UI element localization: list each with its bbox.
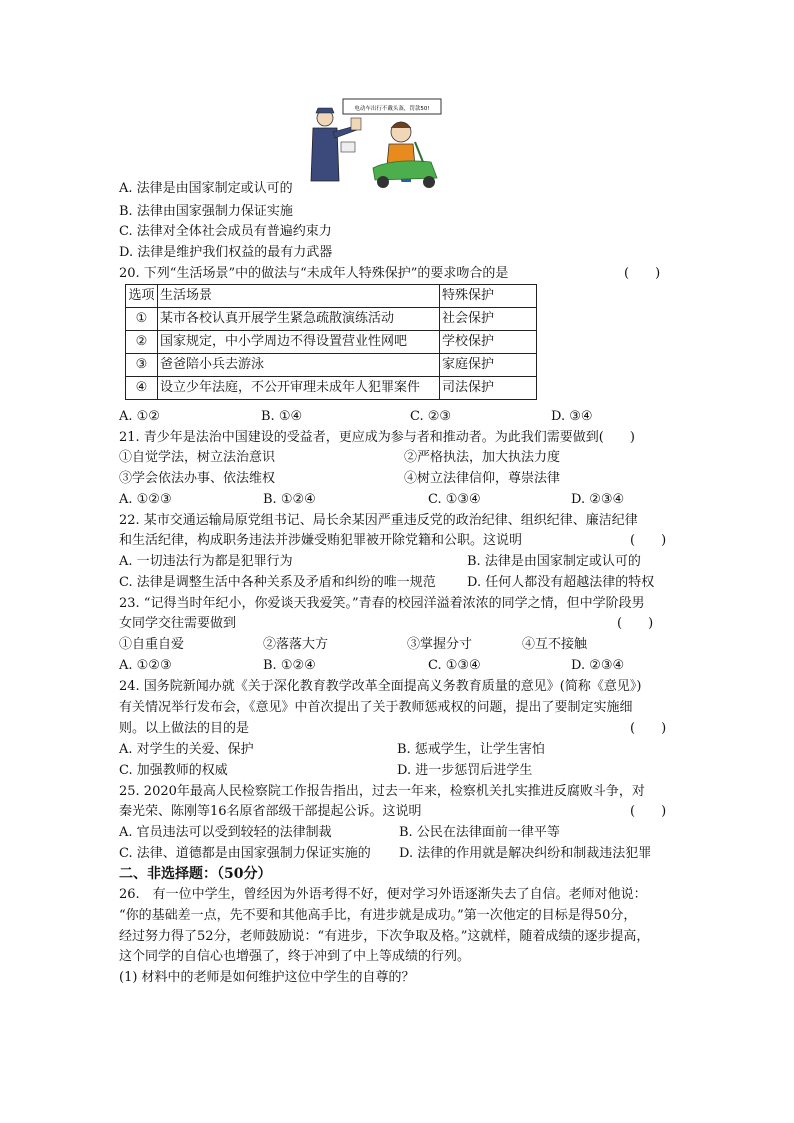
table-cell: 家庭保护	[440, 354, 537, 377]
q19-option-d: D. 法律是维护我们权益的最有力武器	[119, 245, 333, 260]
q20-answer-paren: ( )	[624, 266, 661, 281]
q24-option-c: C. 加强教师的权威	[119, 763, 228, 778]
q21-item-4: ④树立法律信仰，尊崇法律	[404, 471, 561, 486]
q21-item-2: ②严格执法，加大执法力度	[404, 450, 561, 465]
q23-item-2: ②落落大方	[263, 637, 329, 652]
table-cell: ④	[126, 377, 158, 400]
q25-option-a: A. 官员违法可以受到较轻的法律制裁	[119, 825, 332, 840]
q19-option-c: C. 法律对全体社会成员有普遍约束力	[119, 224, 332, 239]
q22-option-b: B. 法律是由国家制定或认可的	[467, 554, 641, 569]
table-cell: 设立少年法庭，不公开审理未成年人犯罪案件	[158, 377, 440, 400]
q26-line4: 这个同学的自信心也增强了，终于冲到了中上等成绩的行列。	[119, 949, 471, 964]
q20-option-c: C. ②③	[410, 409, 452, 424]
q22-option-c: C. 法律是调整生活中各种关系及矛盾和纠纷的唯一规范	[119, 575, 436, 590]
q21-option-a: A. ①②③	[119, 492, 172, 507]
q23-option-d: D. ②③④	[571, 658, 625, 673]
q20-table	[125, 284, 537, 400]
q23-item-1: ①自重自爱	[119, 637, 185, 652]
q23-option-a: A. ①②③	[119, 658, 172, 673]
q25-stem-line1: 25. 2020年最高人民检察院工作报告指出，过去一年来，检察机关扎实推进反腐败斗争，对	[119, 784, 645, 799]
q21-option-b: B. ①②④	[263, 492, 316, 507]
q25-option-b: B. 公民在法律面前一律平等	[399, 825, 560, 840]
table-cell: 社会保护	[440, 308, 537, 331]
q24-answer-paren: ( )	[630, 721, 667, 736]
police-scooter-illustration	[303, 96, 445, 190]
q23-option-b: B. ①②④	[263, 658, 316, 673]
q24-option-b: B. 惩戒学生，让学生害怕	[397, 742, 545, 757]
q26-line1: 26. 有一位中学生，曾经因为外语考得不好，便对学习外语逐渐失去了自信。老师对他说：	[119, 887, 647, 902]
q24-stem-line3: 则。以上做法的目的是	[119, 721, 250, 736]
q25-option-c: C. 法律、道德都是由国家强制力保证实施的	[119, 846, 371, 861]
table-cell: 学校保护	[440, 331, 537, 354]
q23-stem-line1: 23. “记得当时年纪小，你爱谈天我爱笑。”青春的校园洋溢着浓浓的同学之情，但中学阶段男	[119, 596, 645, 611]
table-row	[126, 354, 537, 377]
table-cell: 国家规定，中小学周边不得设置营业性网吧	[158, 331, 440, 354]
table-header-cell: 生活场景	[158, 285, 440, 308]
q22-stem-line2: 和生活纪律，构成职务违法并涉嫌受贿犯罪被开除党籍和公职。这说明	[119, 533, 523, 548]
table-cell: 司法保护	[440, 377, 537, 400]
q22-option-a: A. 一切违法行为都是犯罪行为	[119, 554, 293, 569]
table-cell: ①	[126, 308, 158, 331]
q25-answer-paren: ( )	[630, 804, 667, 819]
table-header-row	[126, 285, 537, 308]
q22-answer-paren: ( )	[630, 533, 667, 548]
q26-line2: “你的基础差一点，先不要和其他高手比，有进步就是成功。”第一次他定的目标是得50分，	[119, 908, 637, 923]
table-header-cell: 选项	[126, 285, 158, 308]
q22-stem-line1: 22. 某市交通运输局原党组书记、局长余某因严重违反党的政治纪律、组织纪律、廉洁纪律	[119, 513, 638, 528]
q19-option-a: A. 法律是由国家制定或认可的	[119, 181, 293, 196]
table-row	[126, 377, 537, 400]
q21-item-3: ③学会依法办事、依法维权	[119, 471, 276, 486]
q25-option-d: D. 法律的作用就是解决纠纷和制裁违法犯罪	[399, 846, 652, 861]
q26-line3: 经过努力得了52分，老师鼓励说：“有进步，下次争取及格。”这就样，随着成绩的逐步提高，	[119, 929, 650, 944]
q21-item-1: ①自觉学法，树立法治意识	[119, 450, 276, 465]
table-cell: ③	[126, 354, 158, 377]
q20-option-d: D. ③④	[551, 409, 593, 424]
section-heading: 二、非选择题：（50分）	[119, 866, 272, 882]
q24-stem-line2: 有关情况举行发布会，《意见》中首次提出了关于教师惩戒权的问题，提出了要制定实施细	[119, 700, 633, 715]
speech-bubble-text: 电动车出行不戴头盔，罚款50!	[354, 106, 430, 112]
q25-stem-line2: 秦光荣、陈刚等16名原省部级干部提起公诉。这说明	[119, 804, 422, 819]
q24-option-a: A. 对学生的关爱、保护	[119, 742, 254, 757]
table-header-cell: 特殊保护	[440, 285, 537, 308]
q21-stem: 21. 青少年是法治中国建设的受益者，更应成为参与者和推动者。为此我们需要做到( )	[119, 430, 635, 445]
q24-option-d: D. 进一步惩罚后进学生	[397, 763, 533, 778]
q23-item-3: ③掌握分寸	[407, 637, 473, 652]
q23-item-4: ④互不接触	[522, 637, 588, 652]
q22-option-d: D. 任何人都没有超越法律的特权	[467, 575, 655, 590]
q23-option-c: C. ①③④	[428, 658, 481, 673]
q23-stem-line2: 女同学交往需要做到	[119, 616, 237, 631]
table-cell: 某市各校认真开展学生紧急疏散演练活动	[158, 308, 440, 331]
q21-option-d: D. ②③④	[571, 492, 625, 507]
table-row	[126, 331, 537, 354]
table-cell: 爸爸陪小兵去游泳	[158, 354, 440, 377]
q26-sub-question-1: (1) 材料中的老师是如何维护这位中学生的自尊的？	[119, 970, 415, 985]
q21-option-c: C. ①③④	[428, 492, 481, 507]
q23-answer-paren: ( )	[617, 616, 654, 631]
q20-option-a: A. ①②	[119, 409, 160, 424]
q20-stem: 20. 下列“生活场景”中的做法与“未成年人特殊保护”的要求吻合的是	[119, 266, 509, 281]
table-cell: ②	[126, 331, 158, 354]
q24-stem-line1: 24. 国务院新闻办就《关于深化教育教学改革全面提高义务教育质量的意见》(简称《意见》)	[119, 679, 642, 694]
table-row	[126, 308, 537, 331]
q19-option-b: B. 法律由国家强制力保证实施	[119, 204, 293, 219]
q20-option-b: B. ①④	[261, 409, 303, 424]
